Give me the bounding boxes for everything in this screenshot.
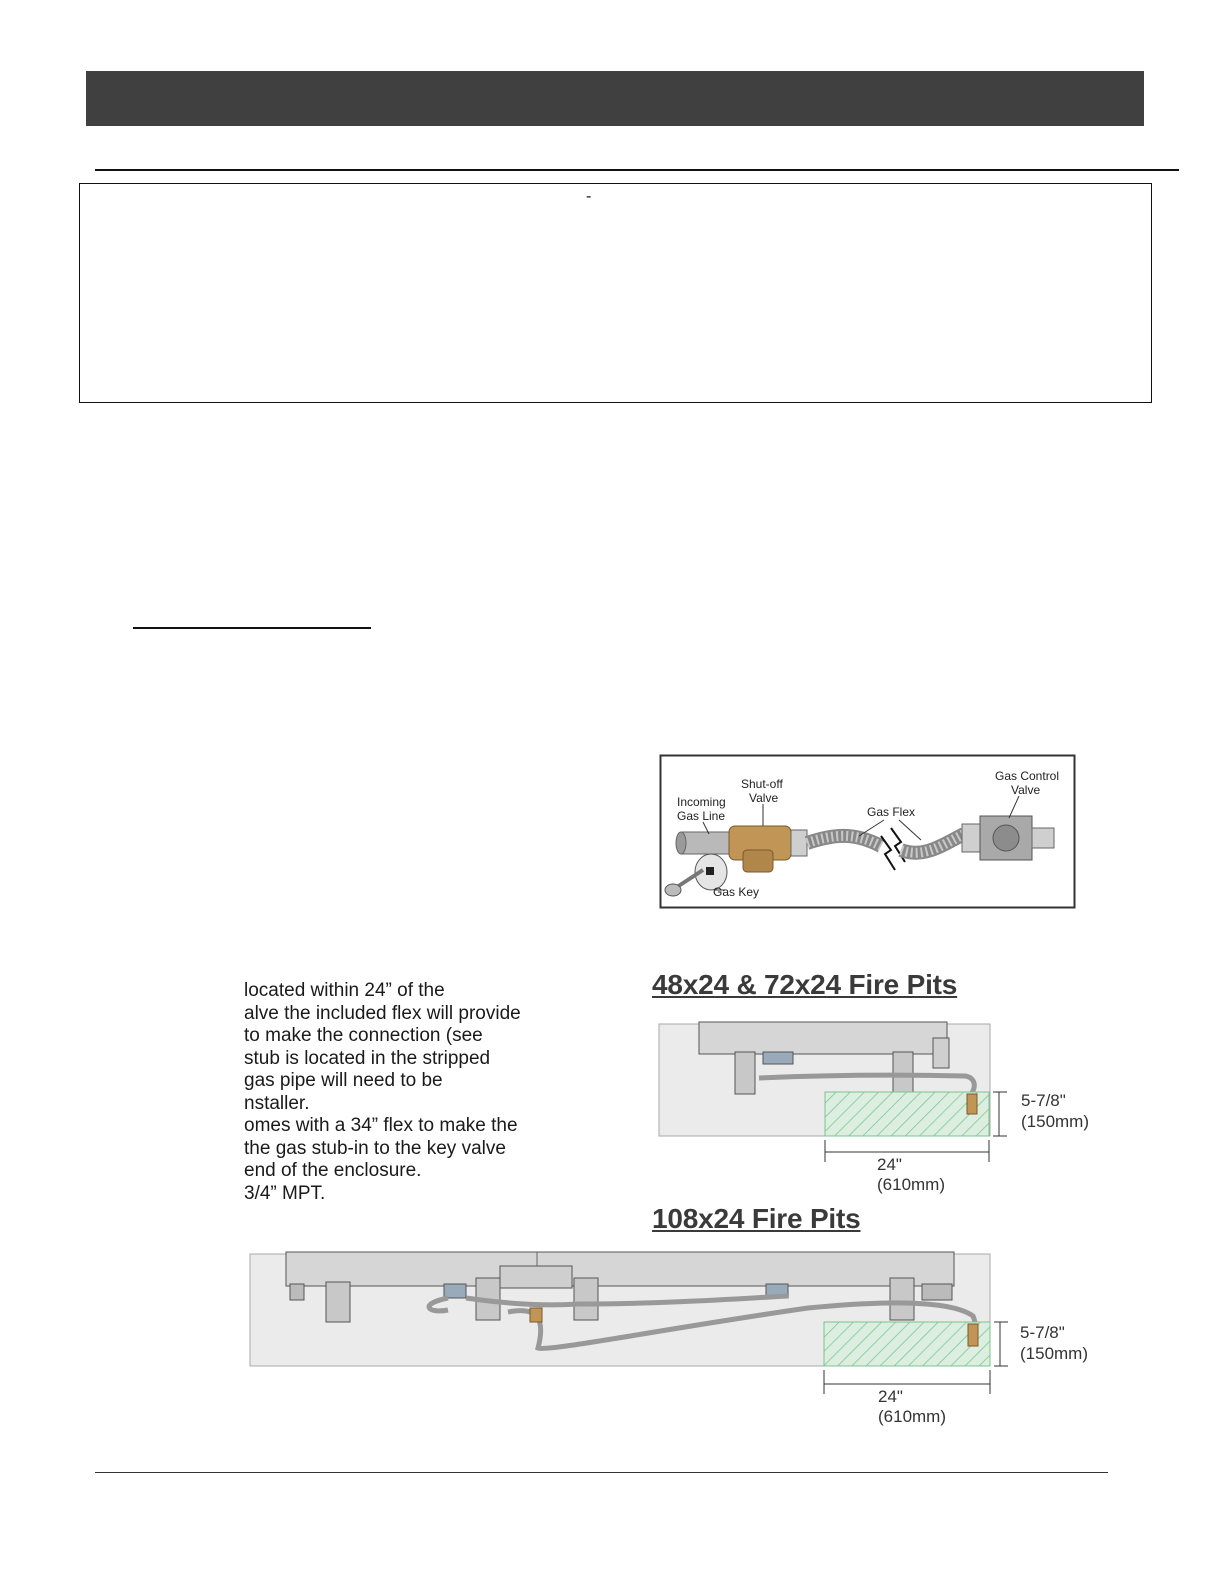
bracket bbox=[574, 1278, 598, 1320]
width-dim-line1: 24" bbox=[878, 1387, 903, 1406]
section-heading-underline bbox=[133, 627, 371, 629]
small-fire-pit-diagram bbox=[655, 1018, 1105, 1196]
body-line: located within 24” of the bbox=[244, 980, 445, 1001]
warning-box bbox=[79, 183, 1152, 403]
label-incoming-line2: Gas Line bbox=[677, 809, 726, 823]
body-text bbox=[244, 980, 521, 1205]
body-line: stub is located in the stripped bbox=[244, 1047, 491, 1069]
label-control-line1: Gas Control bbox=[995, 769, 1060, 783]
bracket bbox=[735, 1052, 755, 1094]
gas-connection-figure bbox=[659, 754, 1077, 910]
label-incoming-line1: Incoming bbox=[677, 795, 726, 809]
height-dim-line2: (150mm) bbox=[1020, 1344, 1089, 1363]
label-control-line2: Valve bbox=[1011, 783, 1041, 797]
width-dim-line2: (610mm) bbox=[877, 1175, 946, 1194]
top-rule bbox=[95, 169, 1179, 171]
label-gas-flex: Gas Flex bbox=[867, 805, 916, 819]
warning-mark: - bbox=[586, 188, 592, 205]
label-shutoff-line2: Valve bbox=[749, 791, 779, 805]
width-dim-line2: (610mm) bbox=[878, 1407, 947, 1426]
height-dim-line2: (150mm) bbox=[1021, 1112, 1090, 1131]
body-line: alve the included flex will provide bbox=[244, 1002, 521, 1024]
bracket bbox=[890, 1278, 914, 1320]
body-line: 3/4” MPT. bbox=[244, 1182, 326, 1204]
body-line: the gas stub-in to the key valve bbox=[244, 1137, 506, 1159]
width-dim-line1: 24" bbox=[877, 1155, 902, 1174]
label-shutoff-line1: Shut-off bbox=[741, 777, 783, 791]
gas-key bbox=[665, 884, 681, 896]
large-fire-pit-diagram bbox=[248, 1248, 1108, 1428]
body-line: end of the enclosure. bbox=[244, 1160, 422, 1181]
burner-pan bbox=[699, 1022, 947, 1054]
header-bar bbox=[86, 71, 1144, 126]
body-line: to make the connection (see bbox=[244, 1025, 483, 1046]
key-valve bbox=[967, 1094, 977, 1114]
height-dim-line1: 5-7/8" bbox=[1020, 1323, 1065, 1342]
burner-pan bbox=[286, 1252, 954, 1286]
bracket bbox=[326, 1282, 350, 1322]
body-line: nstaller. bbox=[244, 1092, 310, 1114]
footer-rule bbox=[95, 1472, 1108, 1473]
hatched-gas-stub-area bbox=[825, 1092, 989, 1136]
label-gas-key: Gas Key bbox=[713, 885, 760, 899]
figure-title-large: 108x24 Fire Pits bbox=[652, 1203, 861, 1234]
body-line: omes with a 34” flex to make the bbox=[244, 1115, 518, 1136]
body-line: gas pipe will need to be bbox=[244, 1070, 443, 1091]
height-dim-line1: 5-7/8" bbox=[1021, 1091, 1066, 1110]
figure-title-small: 48x24 & 72x24 Fire Pits bbox=[652, 969, 958, 1000]
hatched-gas-stub-area bbox=[824, 1322, 990, 1366]
key-valve bbox=[968, 1324, 978, 1346]
